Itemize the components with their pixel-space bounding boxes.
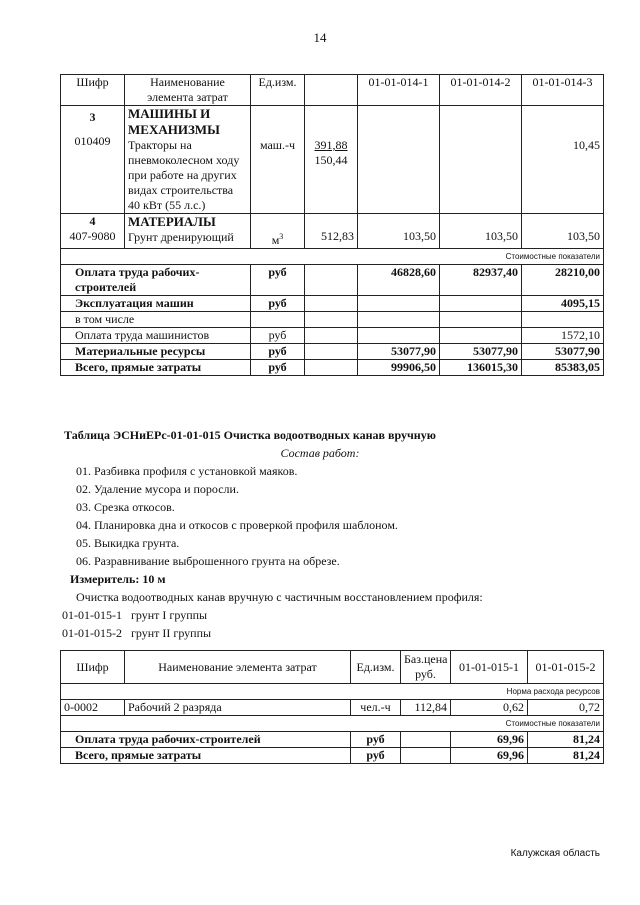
page-number: 14 — [313, 30, 327, 45]
summary-name: Материальные ресурсы — [61, 344, 251, 360]
machine-price-bottom: 150,44 — [314, 153, 348, 167]
summary-name: Оплата труда рабочих-строителей — [61, 265, 251, 296]
header-col2: 01-01-014-2 — [440, 75, 522, 106]
resource-table-014 — [60, 74, 604, 376]
section-title-machines: МАШИНЫ И МЕХАНИЗМЫ — [128, 106, 220, 137]
header-code: Шифр — [61, 651, 125, 684]
summary-val2 — [440, 328, 522, 344]
work-step: 02. Удаление мусора и поросли. — [76, 482, 239, 496]
resource-name: Рабочий 2 разряда — [125, 700, 351, 716]
resource-val2: 0,72 — [528, 700, 604, 716]
cost-indicators-label: Стоимостные показатели — [61, 249, 604, 265]
header-col3: 01-01-014-3 — [522, 75, 604, 106]
meter-label: Измеритель: 10 м — [70, 572, 166, 586]
table-header-row — [61, 651, 604, 684]
variant-text: грунт I группы — [131, 608, 208, 622]
machine-val3: 10,45 — [522, 106, 604, 214]
material-code: 407-9080 — [69, 229, 116, 243]
summary-val3: 85383,05 — [522, 360, 604, 376]
summary-val2 — [440, 312, 522, 328]
header-unit: Ед.изм. — [351, 651, 401, 684]
summary-name: Всего, прямые затраты — [61, 360, 251, 376]
resource-row — [61, 700, 604, 716]
work-step: 06. Разравнивание выброшенного грунта на обрезе. — [76, 554, 340, 568]
work-step: 04. Планировка дна и откосов с проверкой профиля шаблоном. — [76, 518, 398, 532]
material-unit: м — [271, 233, 280, 247]
machine-price-top: 391,88 — [314, 138, 348, 152]
cost-indicators-row — [61, 716, 604, 732]
summary-name: в том числе — [61, 312, 251, 328]
header-price — [305, 75, 358, 106]
table-header-row — [61, 75, 604, 106]
variant-line — [62, 626, 211, 641]
header-col1: 01-01-015-1 — [451, 651, 528, 684]
resource-val1: 0,62 — [451, 700, 528, 716]
work-step: 01. Разбивка профиля с установкой маяков. — [76, 464, 298, 478]
machines-section-row — [61, 106, 604, 214]
variant-line — [62, 608, 207, 623]
region-footer: Калужская область — [510, 848, 600, 859]
header-name: Наименование элемента затрат — [125, 651, 351, 684]
machine-name: Тракторы на пневмоколесном ходу при работе на других видах строительства 40 кВт (55 л.с.) — [128, 138, 240, 212]
material-val2: 103,50 — [440, 214, 522, 249]
summary-row — [61, 296, 604, 312]
summary-val2: 82937,40 — [440, 265, 522, 296]
summary-unit: руб — [251, 328, 305, 344]
summary-val1: 53077,90 — [358, 344, 440, 360]
resource-unit: чел.-ч — [351, 700, 401, 716]
header-name: Наименование элемента затрат — [125, 75, 251, 106]
summary-val3 — [522, 312, 604, 328]
summary-val2: 81,24 — [528, 732, 604, 748]
norm-row — [61, 684, 604, 700]
summary-val1: 69,96 — [451, 732, 528, 748]
material-val3: 103,50 — [522, 214, 604, 249]
summary-row — [61, 265, 604, 296]
summary-row — [61, 360, 604, 376]
machine-code: 010409 — [74, 134, 111, 148]
description: Очистка водоотводных канав вручную с частичным восстановлением профиля: — [76, 590, 483, 604]
material-val1: 103,50 — [358, 214, 440, 249]
variant-code: 01-01-015-2 — [62, 626, 122, 640]
header-unit: Ед.изм. — [251, 75, 305, 106]
header-col2: 01-01-015-2 — [528, 651, 604, 684]
summary-name: Оплата труда машинистов — [61, 328, 251, 344]
summary-unit: руб — [251, 265, 305, 296]
work-step: 03. Срезка откосов. — [76, 500, 175, 514]
summary-unit: руб — [351, 732, 401, 748]
summary-name: Всего, прямые затраты — [61, 748, 351, 764]
cost-indicators-row — [61, 249, 604, 265]
summary-val3: 28210,00 — [522, 265, 604, 296]
resource-price: 112,84 — [401, 700, 451, 716]
material-unit-sup: 3 — [279, 232, 284, 241]
header-price: Баз.цена руб. — [401, 651, 451, 684]
summary-val1 — [358, 296, 440, 312]
work-step: 05. Выкидка грунта. — [76, 536, 180, 550]
summary-val1: 69,96 — [451, 748, 528, 764]
summary-val2: 53077,90 — [440, 344, 522, 360]
header-col1: 01-01-014-1 — [358, 75, 440, 106]
machine-val2 — [440, 106, 522, 214]
resource-table-015 — [60, 650, 604, 764]
summary-val3: 4095,15 — [522, 296, 604, 312]
materials-section-row — [61, 214, 604, 249]
table-title: Таблица ЭСНиЕРс-01-01-015 Очистка водоотводных канав вручную — [64, 428, 436, 442]
summary-unit: руб — [251, 360, 305, 376]
material-price: 512,83 — [305, 214, 358, 249]
summary-val1 — [358, 312, 440, 328]
summary-name: Оплата труда рабочих-строителей — [61, 732, 351, 748]
section-number-machines: 3 — [89, 110, 96, 124]
machine-val1 — [358, 106, 440, 214]
summary-val1: 46828,60 — [358, 265, 440, 296]
composition-label: Состав работ: — [280, 446, 360, 460]
section-title-materials: МАТЕРИАЛЫ — [128, 214, 216, 229]
resource-code: 0-0002 — [61, 700, 125, 716]
summary-val1 — [358, 328, 440, 344]
section-number-materials: 4 — [89, 214, 96, 228]
summary-unit: руб — [251, 296, 305, 312]
summary-val1: 99906,50 — [358, 360, 440, 376]
summary-row — [61, 748, 604, 764]
variant-code: 01-01-015-1 — [62, 608, 122, 622]
summary-val3: 53077,90 — [522, 344, 604, 360]
summary-row — [61, 312, 604, 328]
machine-unit: маш.-ч — [251, 106, 305, 214]
cost-indicators-label: Стоимостные показатели — [61, 716, 604, 732]
summary-val2: 81,24 — [528, 748, 604, 764]
summary-unit: руб — [351, 748, 401, 764]
summary-row — [61, 328, 604, 344]
summary-name: Эксплуатация машин — [61, 296, 251, 312]
summary-row — [61, 732, 604, 748]
summary-val3: 1572,10 — [522, 328, 604, 344]
material-name: Грунт дренирующий — [128, 230, 234, 244]
norm-label: Норма расхода ресурсов — [61, 684, 604, 700]
header-code: Шифр — [61, 75, 125, 106]
variant-text: грунт II группы — [131, 626, 212, 640]
summary-row — [61, 344, 604, 360]
summary-val2 — [440, 296, 522, 312]
summary-unit — [251, 312, 305, 328]
summary-unit: руб — [251, 344, 305, 360]
summary-val2: 136015,30 — [440, 360, 522, 376]
